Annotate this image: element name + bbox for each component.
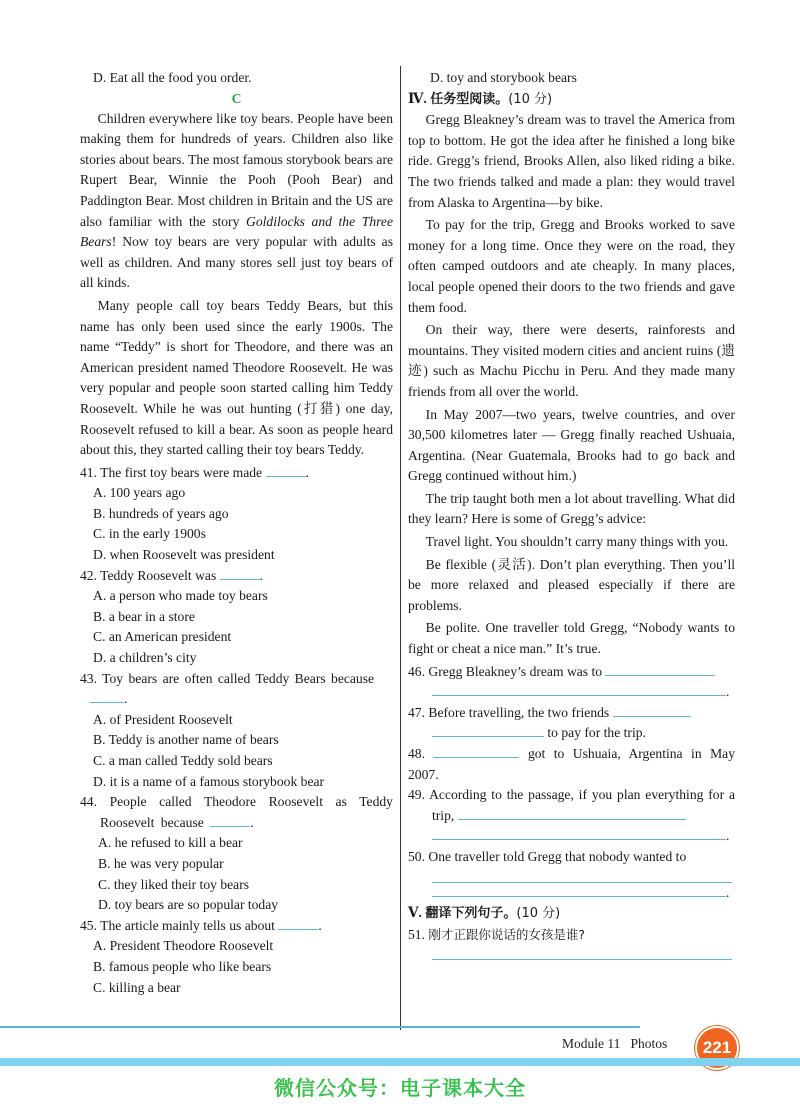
answer-blank-cont[interactable] <box>432 683 726 696</box>
answer-blank[interactable] <box>605 663 715 676</box>
footer-module-title: Module 11 Photos <box>562 1036 668 1051</box>
option-a[interactable]: A. 100 years ago <box>93 485 186 501</box>
passage-para-5: The trip taught both men a lot about travelling. What did they learn? Here is some of Gregg’s advice: <box>408 490 735 527</box>
answer-blank[interactable] <box>266 464 306 477</box>
section-5-heading: Ⅴ. 翻译下列句子。(10 分) <box>408 905 561 922</box>
passage-para-2: To pay for the trip, Gregg and Brooks worked to save money for a long time. Once they were on the road, they often camped outdoors and ate cheaply. In many places, local people opened their doors to the two friends and gave them food. <box>408 217 735 315</box>
column-divider <box>400 66 401 1030</box>
watermark-text: 微信公众号：电子课本大全 <box>274 1076 526 1100</box>
passage-c-para-2: Many people call toy bears Teddy Bears, but this name has only been used since the early 1900s. The name “Teddy” is short for Theodore, and there was an American president named Theodore Roosevelt. He was very popular and people soon started calling him Teddy Roosevelt. While he was out hunting (打猎) one day, Roosevelt refused to kill a bear. As soon as people heard about this, they started calling their toy bears Teddy. <box>80 297 393 458</box>
option-b[interactable]: B. a bear in a store <box>93 608 195 624</box>
right-column <box>408 68 735 960</box>
passage-para-6: Travel light. You shouldn’t carry many things with you. <box>425 534 729 550</box>
option-a[interactable]: A. he refused to kill a bear <box>98 835 243 851</box>
question-51: 51. 刚才正跟你说话的女孩是谁? <box>408 925 735 961</box>
passage-para-4: In May 2007—two years, twelve countries, and over 30,500 kilometres later — Gregg finally reached Ushuaia, Argentina. (Near Guatemala, Brooks had to go back and Gregg continued without him.) <box>408 406 735 484</box>
answer-blank[interactable] <box>432 945 732 960</box>
option-c[interactable]: C. an American president <box>93 629 232 645</box>
answer-blank[interactable] <box>220 567 260 580</box>
passage-para-1: Gregg Bleakney’s dream was to travel the America from top to bottom. He got the idea after he finished a long bike ride. Gregg’s friend, Brooks Allen, also liked riding a bike. The two friends talked and made a plan: they would travel from Alaska to Argentina—by bike. <box>408 112 735 210</box>
question-46: 46. Gregg Bleakney’s dream was to . <box>408 663 730 700</box>
question-49: 49. According to the passage, if you plan everything for a trip, . <box>408 787 735 844</box>
option-a[interactable]: A. of President Roosevelt <box>93 711 233 727</box>
answer-blank[interactable] <box>210 814 250 827</box>
option-c[interactable]: C. killing a bear <box>93 979 181 995</box>
passage-para-3: On their way, there were deserts, rainforests and mountains. They visited modern cities and ancient ruins (遗迹) such as Machu Picchu in Peru. And they made many friends from all over the world. <box>408 322 735 399</box>
answer-blank-cont[interactable] <box>432 884 726 897</box>
question-48: 48. got to Ushuaia, Argentina in May 2007. <box>408 746 735 782</box>
answer-blank[interactable] <box>432 868 732 883</box>
option-b[interactable]: B. he was very popular <box>98 855 224 871</box>
option-d[interactable]: D. it is a name of a famous storybook bear <box>93 773 325 789</box>
footer-band <box>0 1058 800 1066</box>
option-c[interactable]: C. a man called Teddy sold bears <box>93 753 273 768</box>
answer-blank-cont[interactable] <box>432 827 726 840</box>
passage-c-para-1: Children everywhere like toy bears. People have been making them for hundreds of years. Children also like stories about bears. The most famous storybook bears are Rupert Bear, Winnie the Pooh (Pooh Bear) and Paddington Bear. Most children in Britain and the US are also familiar with the story Goldilocks and the Three Bears! Now toy bears are very popular with adults as well as children. And many stores sell just toy bears of all kinds. <box>80 110 393 291</box>
question-50: 50. One traveller told Gregg that nobody wanted to . <box>408 847 735 903</box>
option-c[interactable]: C. they liked their toy bears <box>98 876 250 892</box>
answer-blank[interactable] <box>458 807 686 820</box>
option-b[interactable]: B. hundreds of years ago <box>93 505 229 521</box>
option-c[interactable]: C. in the early 1900s <box>93 526 206 542</box>
question-41: 41. The first toy bears were made . A. 100 years ago B. hundreds of years ago C. in the early 1900s D. when Roosevelt was president <box>80 463 393 566</box>
question-44: 44. People called Theodore Roosevelt as Teddy Roosevelt because . A. he refused to kill a bear B. he was very popular C. they liked their toy bears D. toy bears are so popular today <box>80 792 393 916</box>
option-b[interactable]: B. famous people who like bears <box>93 958 272 974</box>
left-column <box>80 68 393 998</box>
section-c-label: C <box>231 90 242 106</box>
option-a[interactable]: A. a person who made toy bears <box>93 588 268 604</box>
prev-option-d: D. Eat all the food you order. <box>93 70 252 85</box>
question-42: 42. Teddy Roosevelt was . A. a person who made toy bears B. a bear in a store C. an American president D. a children’s city <box>80 566 393 669</box>
option-b[interactable]: B. Teddy is another name of bears <box>93 732 279 748</box>
question-45: 45. The article mainly tells us about . A. President Theodore Roosevelt B. famous people who like bears C. killing a bear <box>80 916 393 998</box>
question-43: 43. Toy bears are often called Teddy Bears because . A. of President Roosevelt B. Teddy is another name of bears C. a man called Teddy sold bears D. it is a name of a famous storybook bear <box>80 669 393 793</box>
question-47: 47. Before travelling, the two friends to pay for the trip. <box>408 703 735 744</box>
answer-blank[interactable] <box>613 704 691 717</box>
passage-para-7: Be flexible (灵活). Don’t plan everything. Then you’ll be more relaxed and pleased especially if there are problems. <box>408 556 735 613</box>
passage-para-8: Be polite. One traveller told Gregg, “Nobody wants to fight or cheat a nice man.” It’s true. <box>408 620 735 657</box>
answer-blank[interactable] <box>90 690 124 703</box>
option-d[interactable]: D. a children’s city <box>93 650 197 666</box>
section-4-heading: Ⅳ. 任务型阅读。(10 分) <box>408 90 553 107</box>
prev-option-d[interactable]: D. toy and storybook bears <box>430 70 577 85</box>
option-d[interactable]: D. when Roosevelt was president <box>93 547 275 563</box>
answer-blank-cont[interactable] <box>432 724 544 737</box>
answer-blank[interactable] <box>278 917 318 930</box>
footer-rule <box>0 1026 640 1028</box>
page-number-badge: 221 <box>695 1026 739 1070</box>
option-a[interactable]: A. President Theodore Roosevelt <box>93 938 274 954</box>
option-d[interactable]: D. toy bears are so popular today <box>98 897 279 913</box>
answer-blank[interactable] <box>433 745 519 758</box>
